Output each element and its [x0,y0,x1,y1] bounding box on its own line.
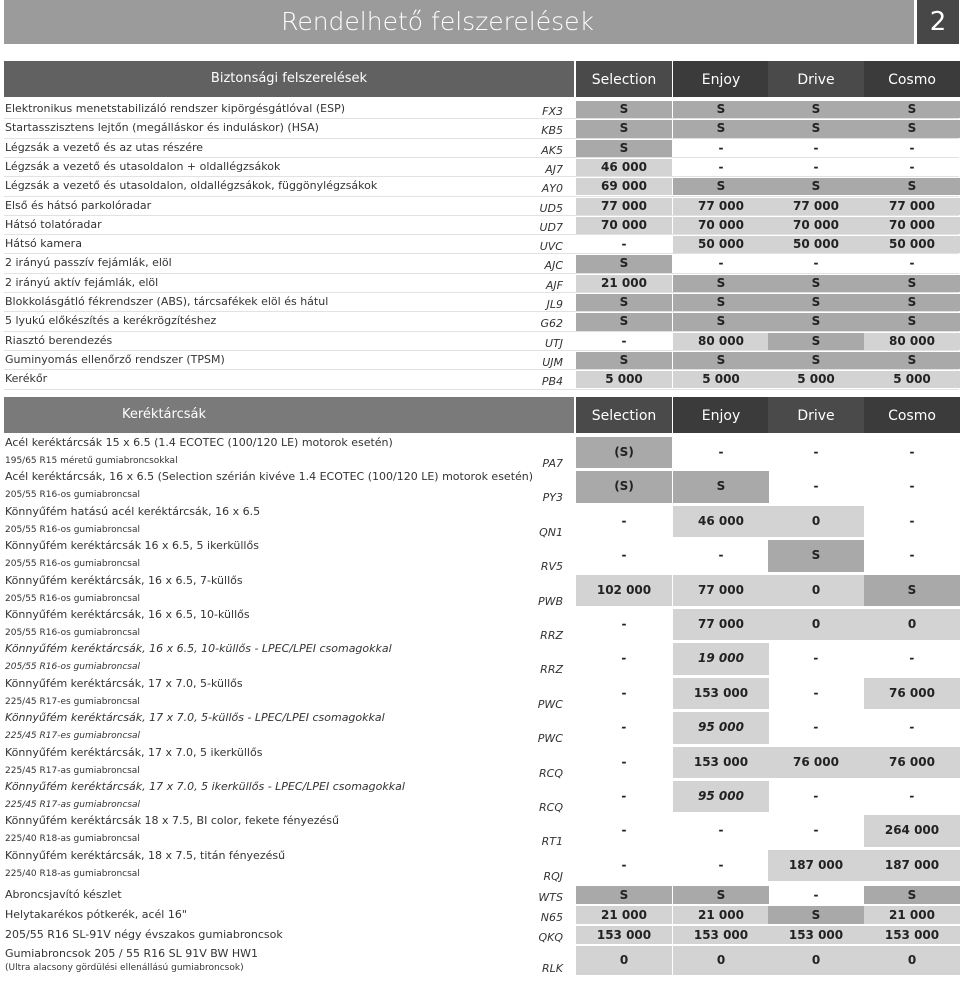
row-label: Első és hátsó parkolóradar [5,198,152,212]
row-value: S [768,275,864,292]
row-sublabel: 205/55 R16-os gumiabroncsal [5,628,140,638]
row-code: AJC [544,259,563,273]
row-code: RV5 [540,560,563,574]
table-row [0,197,960,216]
row-code: RRZ [540,629,563,642]
row-value: 102 000 [576,575,672,606]
row-value: 77 000 [864,198,960,215]
row-value: - [718,256,724,271]
row-value: 50 000 [673,236,769,253]
row-label: Könnyűfém keréktárcsák, 16 x 6.5, 7-küllős [5,573,243,587]
row-value: 80 000 [673,333,769,350]
row-value: - [621,823,627,838]
row-code: WTS [538,891,563,905]
row-value: - [813,445,819,459]
table-row [0,235,960,254]
row-value: 5 000 [576,371,672,388]
row-code: PY3 [542,491,563,505]
col-drive: Drive [768,61,864,97]
table-row [0,332,960,351]
row-code: G62 [540,317,563,331]
row-value: 21 000 [673,906,769,924]
row-sublabel: (Ultra alacsony gördülési ellenállású gumiabroncsok) [5,963,244,974]
row-value: - [718,159,724,174]
row-code: UVC [539,240,563,254]
row-value: 70 000 [673,217,769,234]
wheels-heading-cell [4,397,324,433]
row-value: - [621,513,627,528]
row-code: QKQ [538,931,563,945]
table-row [0,254,960,273]
wheels-heading-fill [324,397,574,433]
row-value: S [768,352,864,369]
row-value: 76 000 [768,747,864,778]
row-value: 50 000 [864,236,960,253]
row-code: RQJ [543,869,563,883]
row-value: - [621,685,627,700]
row-value: - [621,237,627,252]
table-row [0,711,960,745]
row-value: 77 000 [768,198,864,215]
wheels-heading: Keréktárcsák [122,407,206,422]
row-code: UTJ [544,336,563,350]
row-value: 77 000 [576,198,672,215]
table-row [0,539,960,573]
row-label: Könnyűfém keréktárcsák, 16 x 6.5, 10-küllős [5,608,250,621]
table-row [0,505,960,539]
row-sublabel: 205/55 R16-os gumiabroncsal [5,559,140,570]
row-value: S [768,120,864,137]
row-value: S [864,178,960,195]
row-label: 205/55 R16 SL-91V négy évszakos gumiabroncsok [5,928,283,942]
row-code: JL9 [546,298,563,311]
row-value: - [621,754,627,769]
row-value: S [768,906,864,924]
row-label: Gumiabroncsok 205 / 55 R16 SL 91V BW HW1 [5,947,258,961]
row-value: S [576,120,672,137]
row-value: 5 000 [673,371,769,388]
row-label: Acél keréktárcsák, 16 x 6.5 (Selection szérián kivéve 1.4 ECOTEC (100/120 LE) motorok esetén) [5,470,534,484]
row-value: - [621,651,627,666]
row-value: S [673,471,769,502]
row-label: Startasszisztens lejtőn (megálláskor és induláskor) (HSA) [5,121,319,135]
row-value: 21 000 [864,906,960,924]
row-value: 153 000 [576,926,672,944]
row-sublabel: 225/40 R18-as gumiabroncsal [5,834,140,845]
row-code: AY0 [541,182,563,196]
row-value: 0 [864,946,960,975]
row-value: S [673,178,769,195]
row-value: S [864,575,960,606]
row-sublabel: 205/55 R16-os gumiabroncsal [5,662,141,673]
row-value: - [813,159,819,174]
table-row [0,746,960,780]
table-row [0,885,960,905]
page-number: 2 [917,0,959,44]
row-value: S [864,120,960,137]
row-value: 187 000 [768,850,864,881]
row-value: S [768,313,864,330]
row-value: 76 000 [864,747,960,778]
row-value: - [621,333,627,348]
row-value: 46 000 [576,159,672,176]
row-value: 0 [768,609,864,640]
table-row [0,677,960,711]
row-value: 153 000 [673,678,769,709]
row-sublabel: 195/65 R15 méretű gumiabroncsokkal [5,456,178,466]
row-value: S [864,313,960,330]
row-value: - [813,888,819,903]
row-value: - [813,685,819,700]
row-value: - [813,651,819,666]
row-value: (S) [576,437,672,468]
row-label: Légzsák a vezető és az utas részére [5,140,204,154]
row-value: 153 000 [673,926,769,944]
row-code: AJF [545,278,563,292]
table-row [0,370,960,389]
row-value: S [768,294,864,311]
row-value: 69 000 [576,178,672,195]
row-label: Kerékőr [5,372,48,386]
row-code: AK5 [541,143,563,157]
table-row [0,608,960,642]
row-code: RLK [542,962,563,976]
table-row [0,100,960,119]
row-label: Blokkolásgátló fékrendszer (ABS), tárcsafékek elöl és hátul [5,295,329,308]
row-value: S [673,120,769,137]
row-value: (S) [576,471,672,502]
table-row [0,905,960,925]
row-label: Légzsák a vezető és utasoldalon, oldallégzsákok, függönylégzsákok [5,179,378,193]
row-label: Légzsák a vezető és utasoldalon + oldallégzsákok [5,159,281,173]
row-value: S [576,352,672,369]
row-value: - [621,857,627,872]
row-value: S [576,886,672,904]
col-enjoy-2: Enjoy [673,397,769,433]
row-value: - [621,720,627,735]
table-row [0,436,960,470]
row-value: - [909,256,915,271]
row-value: S [673,313,769,330]
row-value: - [813,479,819,494]
table-row [0,642,960,676]
row-label: Elektronikus menetstabilizáló rendszer kipörgésgátlóval (ESP) [5,102,346,115]
row-value: S [673,101,769,118]
row-value: 77 000 [673,609,769,640]
col-cosmo: Cosmo [864,61,960,97]
col-selection-2: Selection [576,397,672,433]
row-code: UD5 [539,201,563,215]
row-value: 46 000 [673,506,769,537]
row-value: S [673,294,769,311]
row-value: - [621,548,627,563]
row-label: 2 irányú passzív fejámlák, elöl [5,256,172,270]
row-value: S [576,294,672,311]
row-value: 70 000 [576,217,672,234]
row-label: Könnyűfém keréktárcsák, 17 x 7.0, 5-küllős - LPEC/LPEI csomagokkal [5,711,385,725]
row-value: 0 [673,946,769,975]
row-value: S [673,275,769,292]
wheels-header [0,397,960,433]
table-row [0,574,960,608]
row-value: - [621,789,627,803]
row-label: Riasztó berendezés [5,333,113,347]
row-value: - [718,140,724,155]
row-value: - [813,140,819,155]
row-value: S [768,333,864,350]
row-code: RCQ [539,766,563,780]
row-label: Guminyomás ellenőrző rendszer (TPSM) [5,352,225,366]
table-row [0,119,960,138]
row-value: 187 000 [864,850,960,881]
col-selection: Selection [576,61,672,97]
row-value: - [909,159,915,174]
row-label: Acél keréktárcsák 15 x 6.5 (1.4 ECOTEC (100/120 LE) motorok esetén) [5,436,393,449]
table-row [0,139,960,158]
row-label: Könnyűfém keréktárcsák, 17 x 7.0, 5-küllős [5,676,243,690]
row-value: 153 000 [673,747,769,778]
row-value: S [864,294,960,311]
safety-header [0,61,960,97]
row-value: 0 [768,575,864,606]
row-code: FX3 [542,105,563,118]
row-value: S [864,101,960,118]
row-value: 70 000 [768,217,864,234]
row-value: - [909,140,915,155]
row-value: 0 [768,946,864,975]
row-value: S [768,101,864,118]
row-value: S [673,352,769,369]
row-sublabel: 225/45 R17-es gumiabroncsal [5,696,140,707]
row-code: PA7 [542,457,563,470]
row-value: S [864,352,960,369]
row-value: 95 000 [673,781,769,812]
table-row [0,849,960,883]
row-sublabel: 205/55 R16-os gumiabroncsal [5,593,140,604]
row-value: 95 000 [673,712,769,743]
table-row [0,274,960,293]
row-value: S [864,886,960,904]
row-code: RRZ [540,663,563,677]
row-label: Abroncsjavító készlet [5,888,122,902]
row-value: 21 000 [576,275,672,292]
row-code: PWC [537,697,563,711]
row-value: 0 [864,609,960,640]
row-divider [4,389,959,390]
row-code: RT1 [541,835,563,849]
row-label: Helytakarékos pótkerék, acél 16" [5,908,187,922]
row-code: UJM [542,355,563,369]
table-row [0,814,960,848]
col-cosmo-2: Cosmo [864,397,960,433]
row-value: - [909,651,915,666]
row-value: S [576,255,672,272]
row-code: PB4 [541,375,563,389]
row-value: S [768,178,864,195]
row-value: S [864,275,960,292]
row-value: 0 [768,506,864,537]
row-value: 264 000 [864,815,960,846]
row-value: 50 000 [768,236,864,253]
row-label: 5 lyukú előkészítés a kerékrögzítéshez [5,314,217,328]
table-row [0,177,960,196]
row-value: S [673,886,769,904]
row-value: 76 000 [864,678,960,709]
row-value: 70 000 [864,217,960,234]
row-value: - [621,617,627,631]
row-value: - [909,479,915,494]
row-code: UD7 [539,220,563,234]
row-value: 21 000 [576,906,672,924]
row-code: KB5 [541,124,563,138]
row-label: Könnyűfém keréktárcsák, 17 x 7.0, 5 ikerküllős - LPEC/LPEI csomagokkal [5,780,405,793]
row-value: - [718,823,724,838]
row-value: S [576,140,672,157]
row-sublabel: 225/45 R17-as gumiabroncsal [5,765,140,776]
row-label: Könnyűfém keréktárcsák 16 x 6.5, 5 ikerküllős [5,539,259,553]
row-value: - [909,445,915,459]
row-label: Hátsó kamera [5,237,82,251]
row-value: S [768,540,864,571]
table-row [0,925,960,945]
row-value: 153 000 [864,926,960,944]
row-sublabel: 225/45 R17-es gumiabroncsal [5,731,141,742]
row-value: 5 000 [864,371,960,388]
row-code: AJ7 [545,162,563,176]
row-value: - [909,789,915,803]
table-row [0,216,960,235]
row-label: Könnyűfém hatású acél keréktárcsák, 16 x 6.5 [5,504,261,518]
row-code: PWB [537,594,563,608]
table-row [0,470,960,504]
row-value: - [813,823,819,838]
row-value: 77 000 [673,198,769,215]
row-sublabel: 225/40 R18-as gumiabroncsal [5,868,140,879]
row-sublabel: 205/55 R16-os gumiabroncsal [5,490,140,501]
row-value: 77 000 [673,575,769,606]
row-value: - [909,513,915,528]
row-code: N65 [540,911,563,925]
row-value: - [718,445,724,459]
row-code: PWC [537,732,563,746]
row-value: - [813,720,819,735]
table-row [0,158,960,177]
row-label: Könnyűfém keréktárcsák 18 x 7.5, BI color, fekete fényezésű [5,814,340,828]
safety-heading-cell [4,61,574,97]
row-value: S [576,313,672,330]
safety-heading: Biztonsági felszerelések [210,71,368,86]
row-value: 0 [576,946,672,975]
row-label: Könnyűfém keréktárcsák, 18 x 7.5, titán fényezésű [5,848,286,862]
row-value: - [909,720,915,735]
row-value: - [909,548,915,563]
table-row [0,945,960,977]
row-label: Könnyűfém keréktárcsák, 17 x 7.0, 5 ikerküllős [5,745,263,759]
row-value: - [718,548,724,563]
col-drive-2: Drive [768,397,864,433]
row-label: Könnyűfém keréktárcsák, 16 x 6.5, 10-küllős - LPEC/LPEI csomagokkal [5,642,392,656]
table-row [0,293,960,312]
row-code: RCQ [539,801,563,814]
table-row [0,780,960,814]
col-enjoy: Enjoy [673,61,769,97]
row-sublabel: 205/55 R16-os gumiabroncsal [5,524,140,535]
table-row [0,312,960,331]
row-label: Hátsó tolatóradar [5,217,102,231]
row-value: - [813,256,819,271]
row-value: S [576,101,672,118]
row-value: - [813,789,819,803]
row-sublabel: 225/45 R17-as gumiabroncsal [5,800,141,810]
row-value: 153 000 [768,926,864,944]
row-value: - [718,857,724,872]
page-title: Rendelhető felszerelések [4,0,914,44]
row-value: 80 000 [864,333,960,350]
row-value: 19 000 [673,643,769,674]
row-code: QN1 [539,525,563,539]
table-row [0,351,960,370]
row-value: 5 000 [768,371,864,388]
row-label: 2 irányú aktív fejámlák, elöl [5,275,159,289]
